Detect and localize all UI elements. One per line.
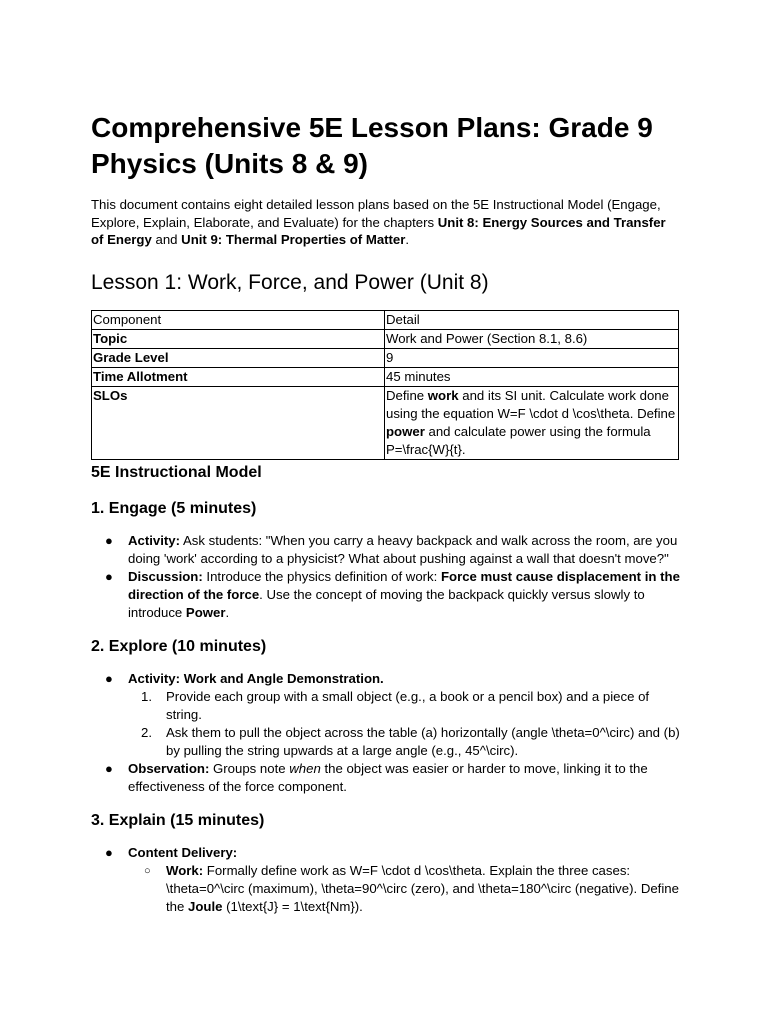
step-number: 1. xyxy=(141,688,152,704)
item-text: (1\text{J} = 1\text{Nm}). xyxy=(222,898,363,914)
table-value-cell: Work and Power (Section 8.1, 8.6) xyxy=(385,329,679,348)
slos-text: and its SI unit. Calculate work done using the equation W=F \cdot d \cos\theta. Define xyxy=(386,387,676,421)
intro-unit9: Unit 9: Thermal Properties of Matter xyxy=(181,232,406,247)
item-text: Introduce the physics definition of work: xyxy=(202,568,441,584)
document-body xyxy=(91,110,681,916)
model-heading: 5E Instructional Model xyxy=(91,463,262,481)
explore-list xyxy=(91,670,681,796)
item-text: . xyxy=(225,604,230,620)
explain-list xyxy=(91,844,681,916)
bullet-icon: ● xyxy=(105,670,113,686)
table-label-cell: Grade Level xyxy=(92,348,385,367)
bullet-icon: ● xyxy=(105,532,113,548)
list-item xyxy=(91,568,681,622)
explain-sublist xyxy=(128,862,681,916)
intro-text: . xyxy=(405,232,410,247)
item-bold: Power xyxy=(185,604,226,620)
item-text: . Use the concept of moving the backpack quickly versus slowly to introduce xyxy=(128,586,645,620)
item-text: Groups note xyxy=(209,760,290,776)
lesson-info-table xyxy=(91,310,679,460)
lesson-1-heading: Lesson 1: Work, Force, and Power (Unit 8) xyxy=(91,270,489,294)
table-label-cell: Time Allotment xyxy=(92,367,385,386)
slos-text: and calculate power using the formula P=\frac{W}{t}. xyxy=(386,423,651,457)
item-label: Work: xyxy=(166,862,204,878)
bullet-icon: ● xyxy=(105,844,113,860)
table-value-cell xyxy=(385,386,679,459)
table-header-cell: Component xyxy=(92,310,385,329)
step-text: Provide each group with a small object (e.g., a book or a pencil box) and a piece of string. xyxy=(166,688,650,722)
table-value-cell: 45 minutes xyxy=(385,367,679,386)
table-row xyxy=(92,367,679,386)
bullet-icon: ● xyxy=(105,568,113,584)
step-item xyxy=(91,688,681,724)
step-number: 2. xyxy=(141,724,152,740)
explore-steps xyxy=(128,688,681,760)
step-item xyxy=(91,724,681,760)
engage-heading: 1. Engage (5 minutes) xyxy=(91,499,257,517)
table-value-cell: 9 xyxy=(385,348,679,367)
table-label-cell: SLOs xyxy=(92,386,385,459)
item-text: Formally define work as W=F \cdot d \cos\theta. Explain the three cases: \theta=0^\circ (maximum), \theta=90^\circ (zero), and \theta=180^\circ (negative). Define the xyxy=(166,862,679,914)
item-label: Activity: Work and Angle Demonstration. xyxy=(128,670,384,686)
item-label: Discussion: xyxy=(128,568,203,584)
list-item xyxy=(91,760,681,796)
item-bold: Force must cause displacement in the direction of the force xyxy=(128,568,680,602)
item-bold: Joule xyxy=(188,898,223,914)
explain-heading: 3. Explain (15 minutes) xyxy=(91,811,265,829)
document-title: Comprehensive 5E Lesson Plans: Grade 9 Physics (Units 8 & 9) xyxy=(91,112,653,179)
table-header-cell: Detail xyxy=(385,310,679,329)
engage-list xyxy=(91,532,681,622)
list-item xyxy=(91,844,681,916)
sub-item xyxy=(91,862,681,916)
slos-bold: power xyxy=(386,423,425,439)
bullet-icon: ● xyxy=(105,760,113,776)
item-label: Observation: xyxy=(128,760,210,776)
table-row xyxy=(92,386,679,459)
item-text: Ask students: "When you carry a heavy backpack and walk across the room, are you doing 'work' according to a physicist? What about pushing against a wall that doesn't move?" xyxy=(128,532,678,566)
slos-bold: work xyxy=(427,387,459,403)
intro-text: and xyxy=(151,232,182,247)
list-item xyxy=(91,670,681,760)
intro-paragraph xyxy=(91,196,681,249)
table-header-row xyxy=(92,310,679,329)
item-label: Content Delivery: xyxy=(128,844,238,860)
intro-unit8: Unit 8: Energy Sources and Transfer of Energy xyxy=(91,214,666,247)
explore-heading: 2. Explore (10 minutes) xyxy=(91,637,267,655)
table-label-cell: Topic xyxy=(92,329,385,348)
list-item xyxy=(91,532,681,568)
table-row xyxy=(92,348,679,367)
item-italic: when xyxy=(289,760,321,776)
slos-text: Define xyxy=(386,387,428,403)
intro-text: This document contains eight detailed lesson plans based on the 5E Instructional Model (Engage, Explore, Explain, Elaborate, and Evaluate) for the chapters xyxy=(91,197,661,230)
circle-bullet-icon: ○ xyxy=(144,864,151,877)
step-text: Ask them to pull the object across the table (a) horizontally (angle \theta=0^\circ) and (b) by pulling the string upwards at a large angle (e.g., 45^\circ). xyxy=(166,724,680,758)
item-text: the object was easier or harder to move, linking it to the effectiveness of the force component. xyxy=(128,760,648,794)
item-label: Activity: xyxy=(128,532,181,548)
table-row xyxy=(92,329,679,348)
